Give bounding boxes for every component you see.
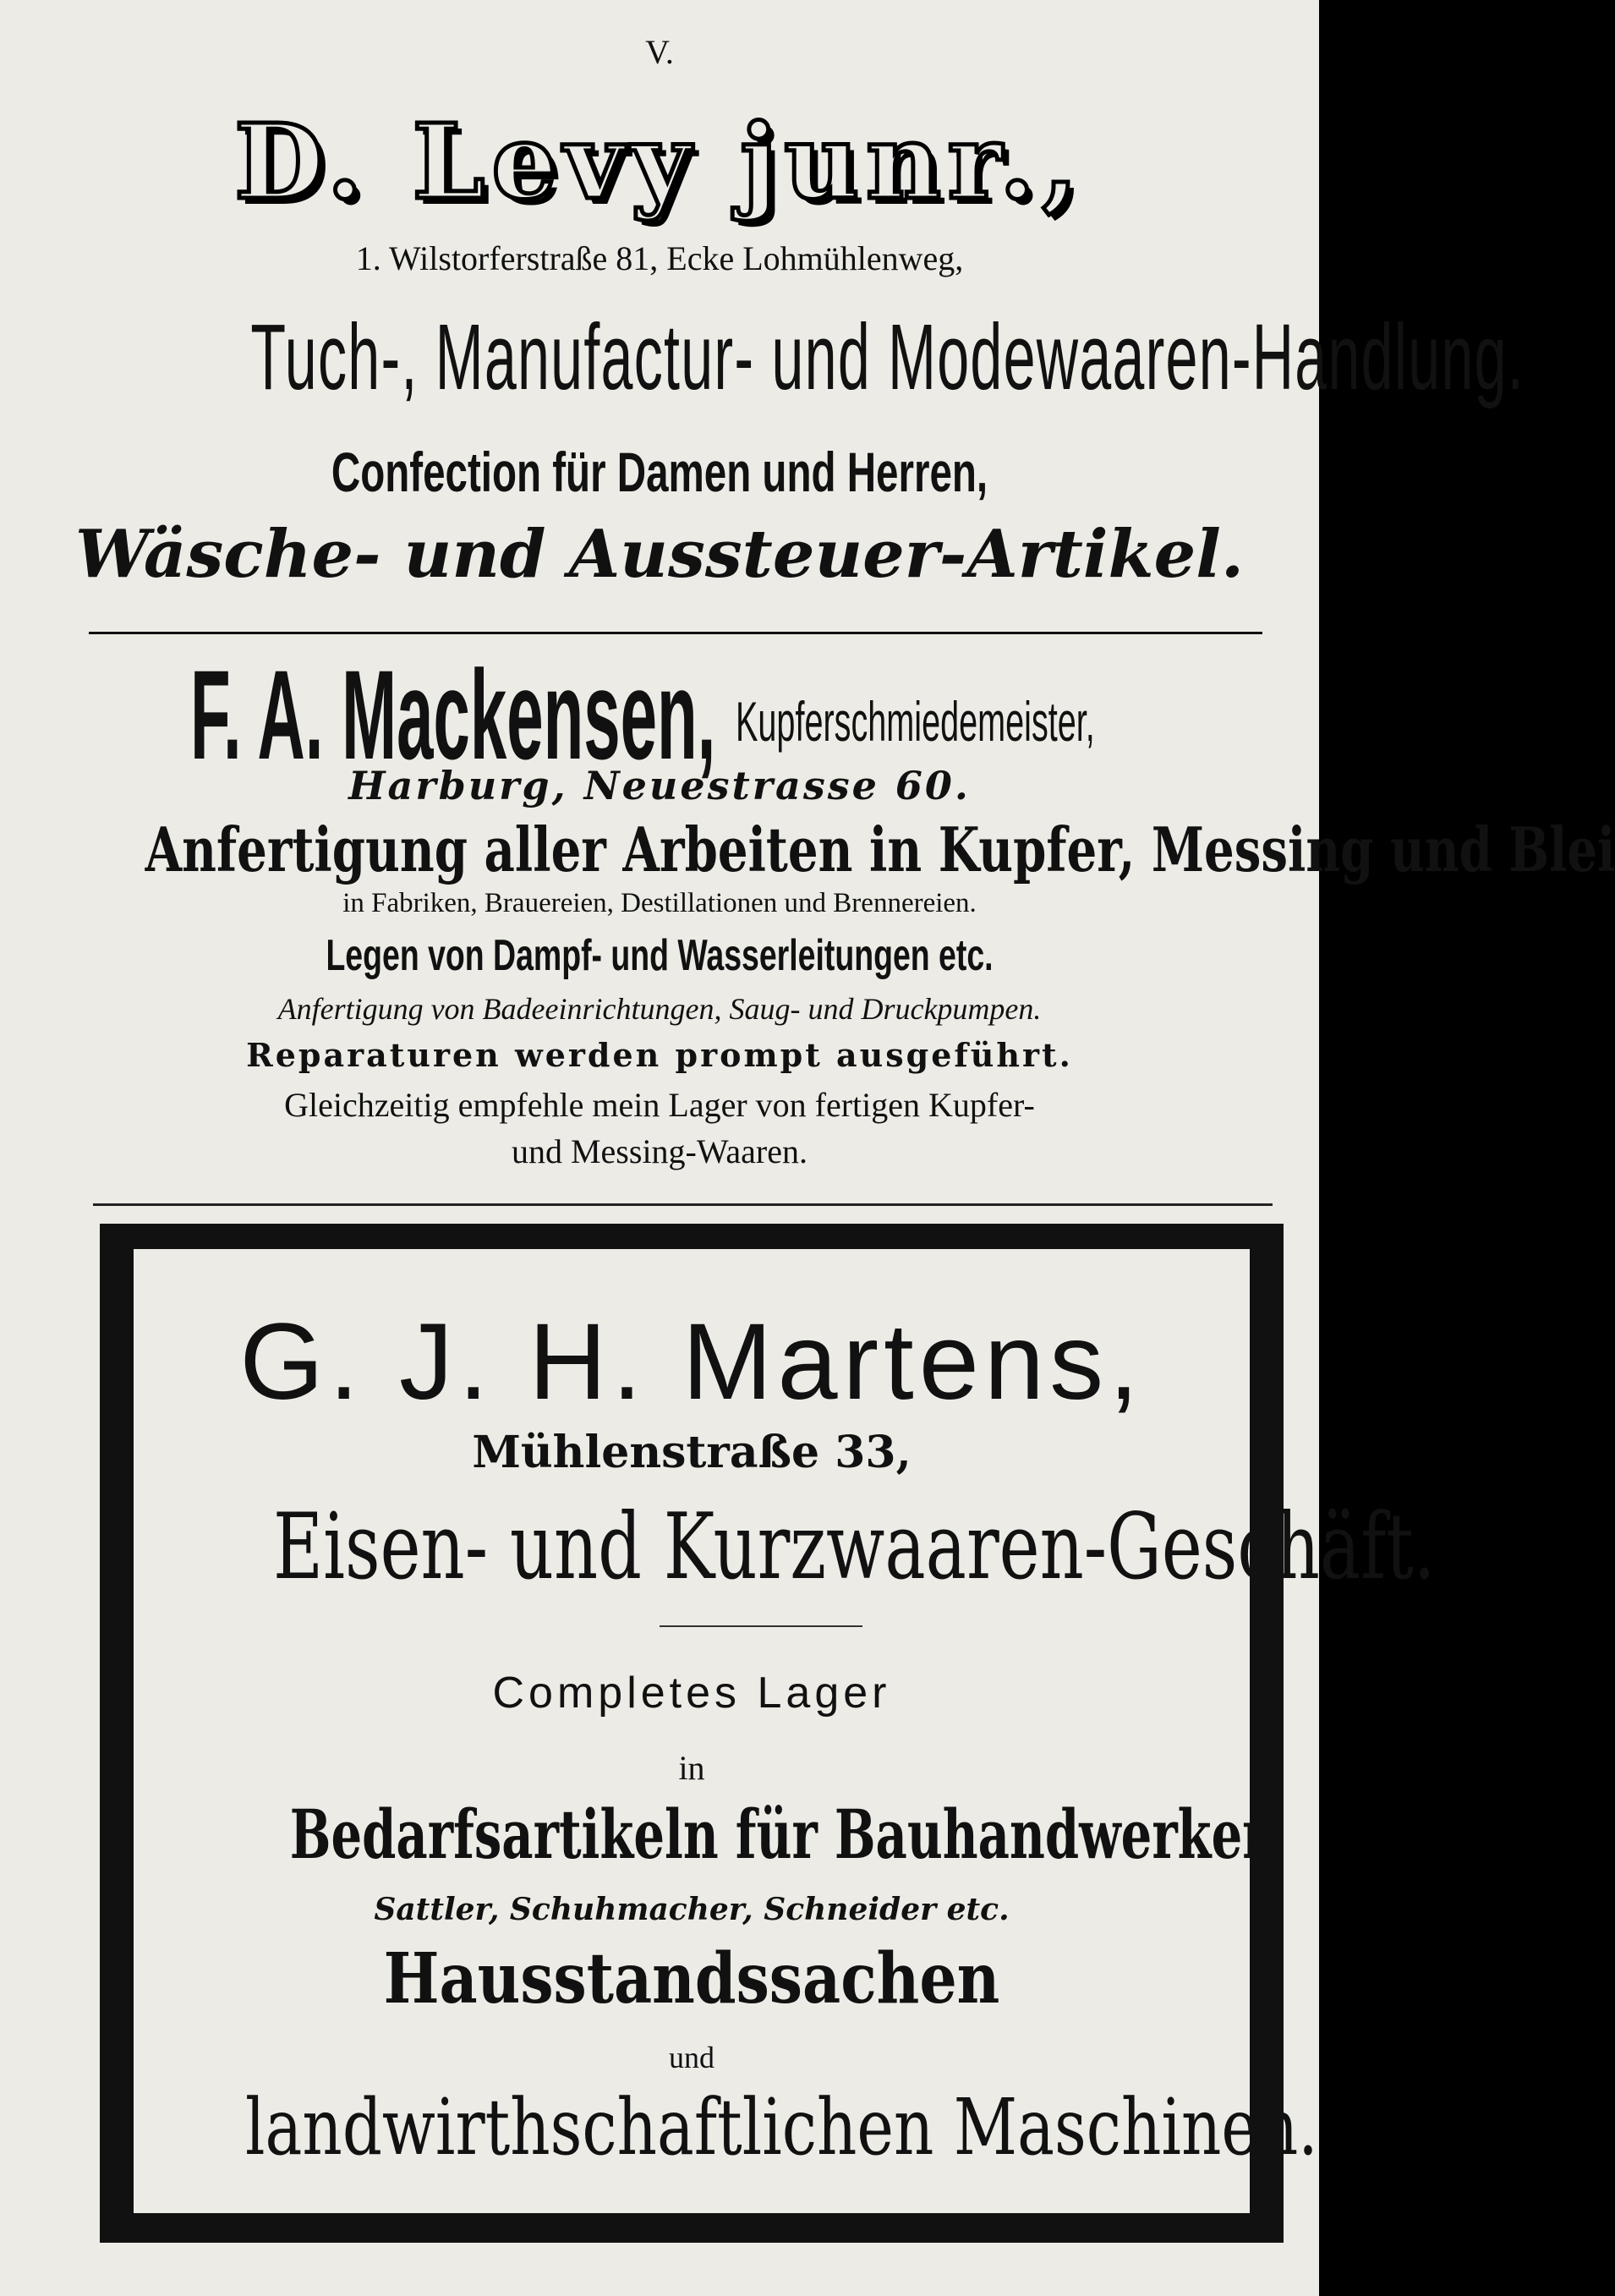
levy-confection: Confection für Damen und Herren,: [331, 441, 988, 503]
divider: [660, 1625, 862, 1627]
martens-address: Mühlenstraße 33,: [472, 1427, 912, 1478]
martens-trade: Eisen- und Kurzwaaren-Geschäft.: [273, 1494, 1436, 1600]
mackensen-work: Anfertigung aller Arbeiten in Kupfer, Messing und Blei: [145, 814, 1615, 885]
martens-bedarf: Bedarfsartikeln für Bauhandwerker,: [289, 1795, 1282, 1874]
martens-lager: Completes Lager: [492, 1669, 891, 1718]
mackensen-baths: Anfertigung von Badeeinrichtungen, Saug- und Druckpumpen.: [277, 992, 1042, 1026]
martens-company-name: G. J. H. Martens,: [239, 1301, 1144, 1422]
martens-ad-frame: [100, 1224, 1436, 2243]
martens-haus: Hausstandssachen: [383, 1938, 1000, 2019]
levy-articles: Wäsche- und Aussteuer-Artikel.: [75, 516, 1244, 593]
mackensen-repairs: Reparaturen werden prompt ausgeführt.: [246, 1036, 1073, 1074]
divider: [89, 632, 1262, 634]
page-number: V.: [645, 33, 674, 71]
martens-machines: landwirthschaftlichen Maschinen.: [245, 2082, 1318, 2173]
mackensen-title: Kupferschmiedemeister,: [736, 690, 1095, 753]
mackensen-stock-line2: und Messing-Waaren.: [511, 1132, 808, 1170]
levy-trade: Tuch-, Manufactur- und Modewaaren-Handlung.: [250, 305, 1525, 409]
mackensen-stock-line1: Gleichzeitig empfehle mein Lager von fertigen Kupfer-: [284, 1086, 1035, 1124]
divider: [93, 1203, 1273, 1206]
martens-in: in: [678, 1749, 705, 1787]
levy-company-name: D. Levy junr.,: [234, 101, 1085, 222]
martens-crafts: Sattler, Schuhmacher, Schneider etc.: [374, 1892, 1010, 1927]
mackensen-pipes: Legen von Dampf- und Wasserleitungen etc.: [326, 931, 994, 980]
mackensen-address: Harburg, Neuestrasse 60.: [348, 763, 971, 808]
martens-und: und: [669, 2041, 714, 2074]
mackensen-places: in Fabriken, Brauereien, Destillationen und Brennereien.: [342, 888, 977, 918]
martens-ad: [134, 1249, 1436, 2213]
levy-address: 1. Wilstorferstraße 81, Ecke Lohmühlenweg,: [355, 239, 964, 277]
mackensen-company-name: F. A. Mackensen,: [190, 644, 716, 786]
